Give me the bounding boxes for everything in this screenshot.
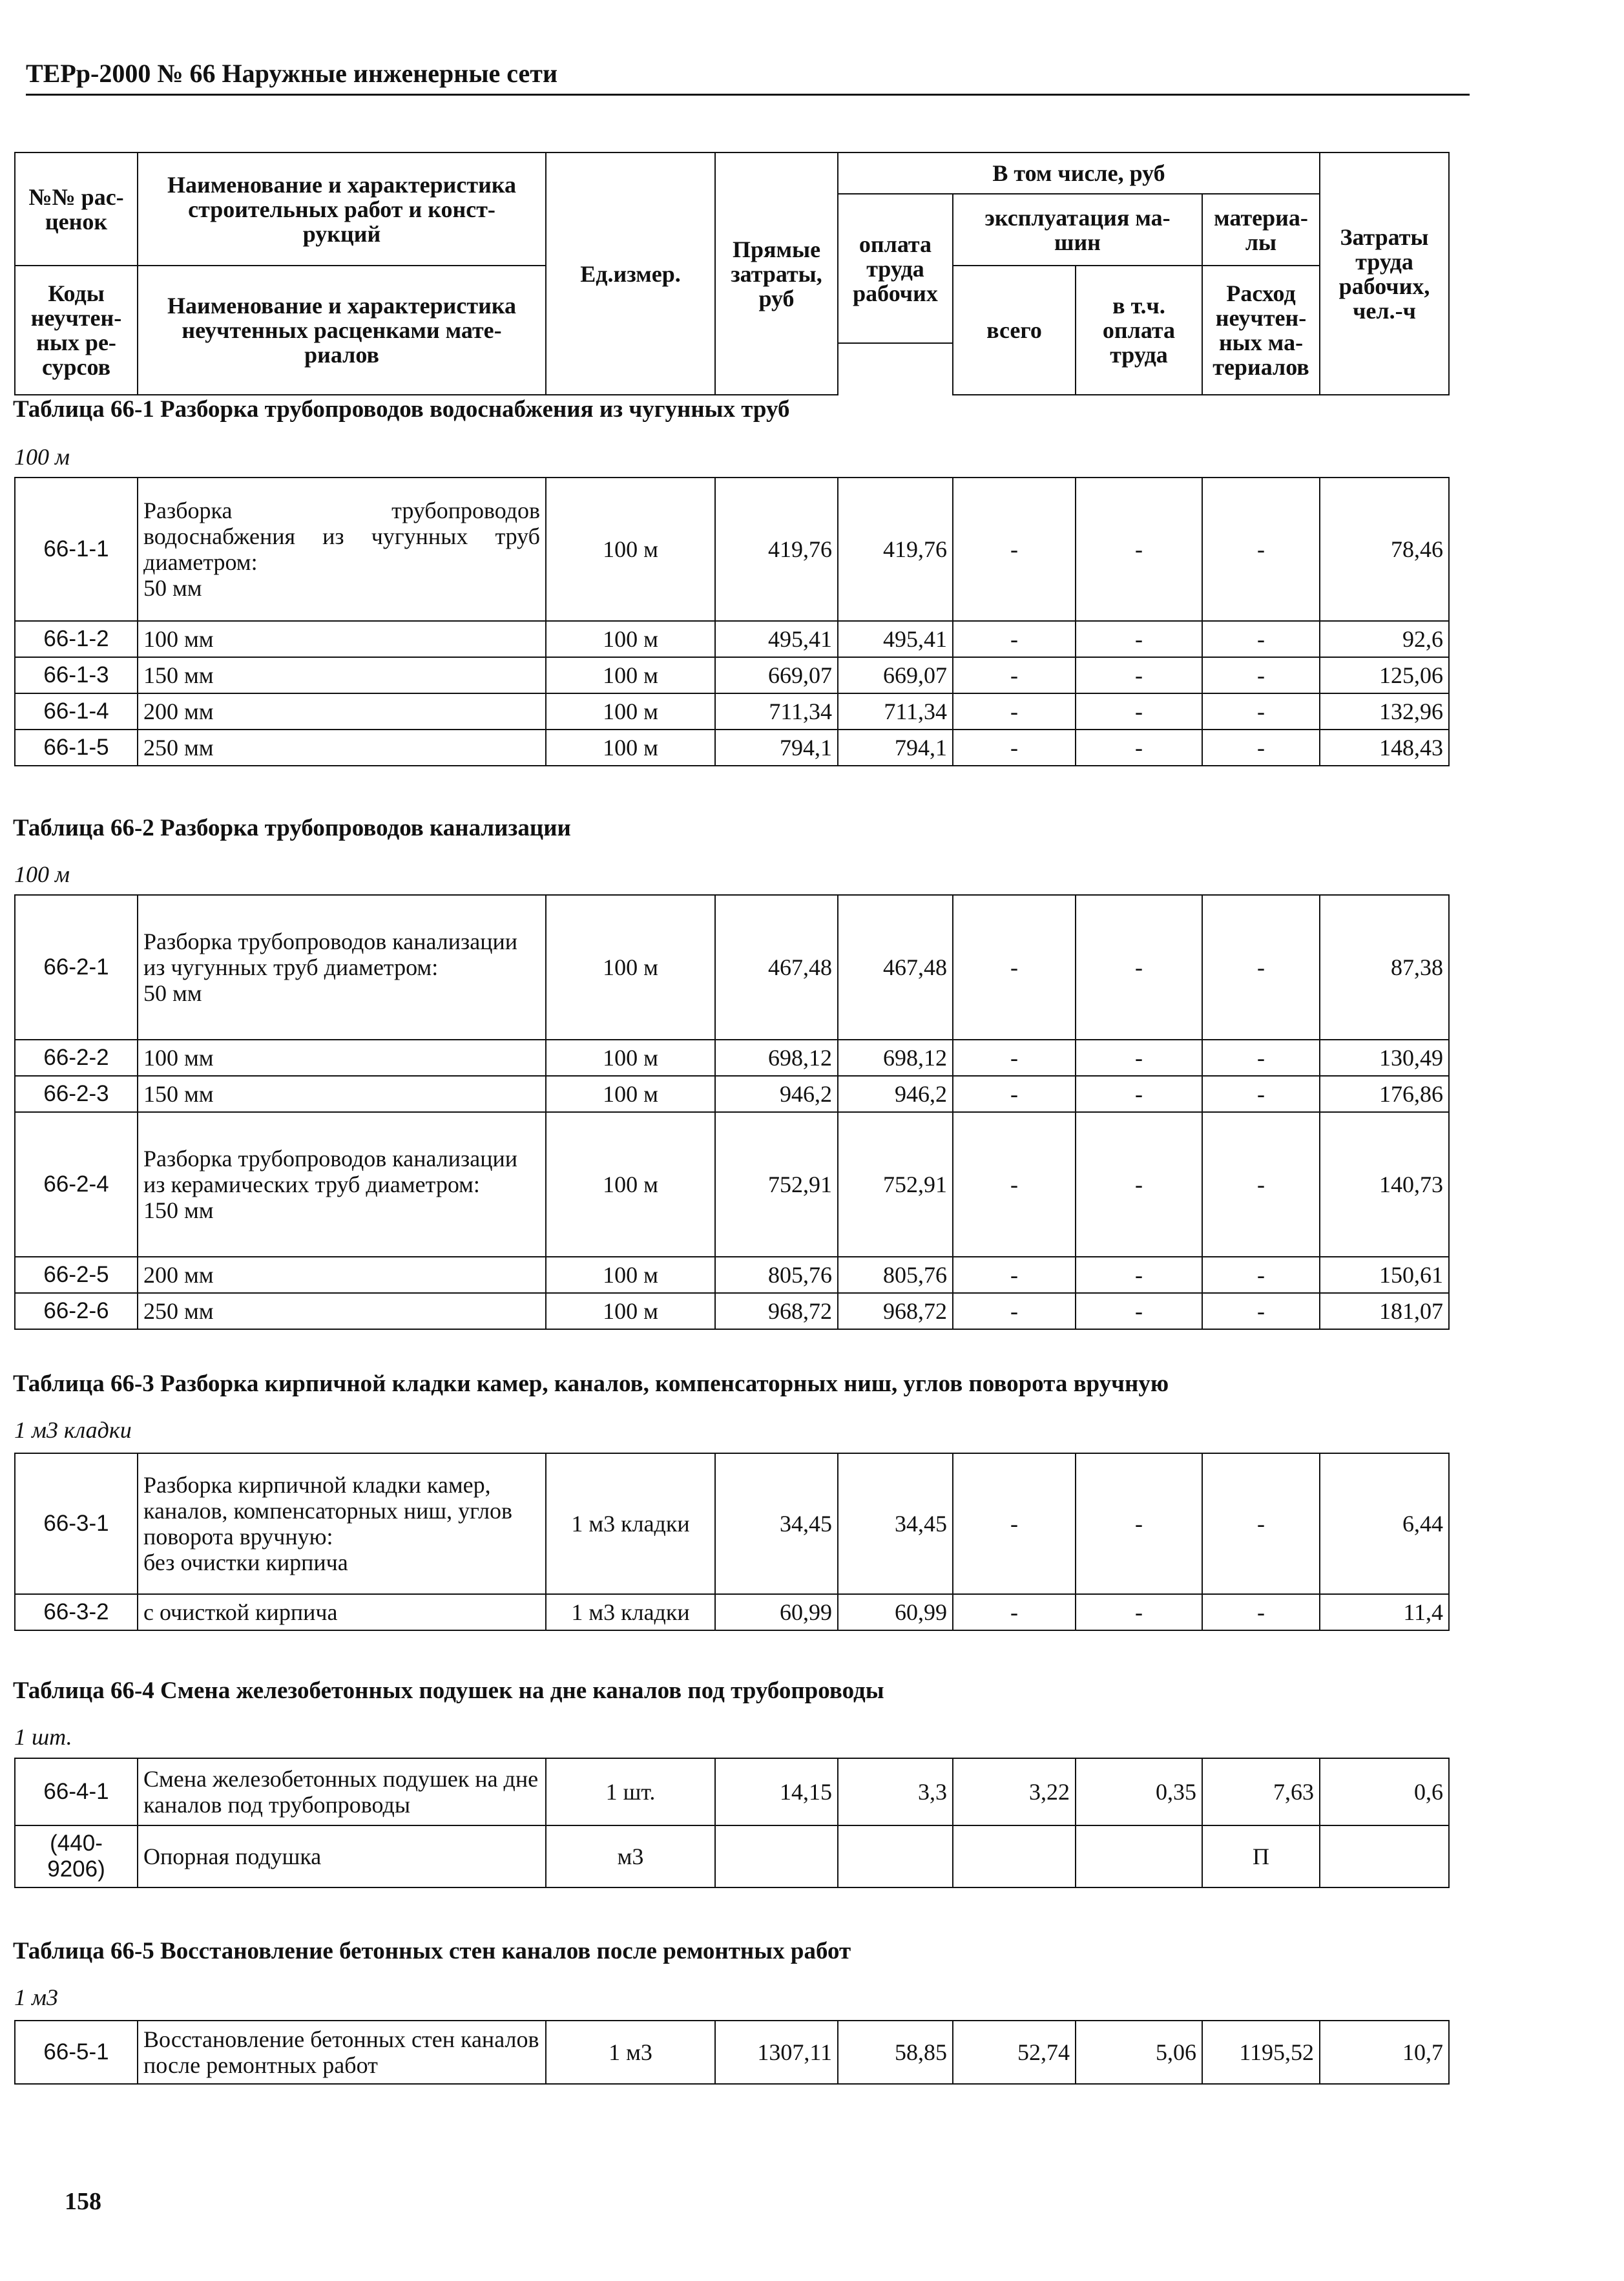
machines-wages: - — [1076, 1257, 1202, 1293]
resource-code: (440- 9206) — [15, 1825, 138, 1887]
materials: - — [1202, 730, 1320, 766]
rate-code: 66-1-3 — [15, 657, 138, 693]
direct-costs: 669,07 — [715, 657, 838, 693]
material-description: Опорная подушка — [138, 1825, 546, 1887]
header-including: В том числе, руб — [838, 152, 1320, 194]
table-title: Таблица 66-4 Смена железобетонных подушек на дне каналов под трубопроводы — [13, 1677, 884, 1704]
header-code: №№ рас- ценок — [15, 152, 138, 266]
table-row — [15, 657, 1449, 693]
table-title: Таблица 66-2 Разборка трубопроводов канализации — [13, 815, 571, 841]
header-material-name: Наименование и характеристика неучтенных расценками мате- риалов — [138, 266, 546, 395]
table-row — [15, 693, 1449, 730]
machines-wages: - — [1076, 1076, 1202, 1112]
direct-costs — [715, 1825, 838, 1887]
direct-costs: 946,2 — [715, 1076, 838, 1112]
materials: - — [1202, 657, 1320, 693]
unit: 100 м — [546, 693, 715, 730]
work-description — [138, 1453, 546, 1594]
unit: 100 м — [546, 1257, 715, 1293]
table-title: Таблица 66-1 Разборка трубопроводов водоснабжения из чугунных труб — [13, 396, 790, 423]
machines-total: - — [953, 1112, 1076, 1257]
labor: 132,96 — [1320, 693, 1449, 730]
header-work-name: Наименование и характеристика строительных работ и конст- рукций — [138, 152, 546, 266]
direct-costs: 711,34 — [715, 693, 838, 730]
unit: м3 — [546, 1825, 715, 1887]
table-row — [15, 621, 1449, 657]
work-description — [138, 895, 546, 1040]
labor: 125,06 — [1320, 657, 1449, 693]
wages: 60,99 — [838, 1594, 953, 1630]
table-unit-note: 100 м — [14, 444, 70, 470]
rate-code: 66-3-2 — [15, 1594, 138, 1630]
table-row — [15, 2021, 1449, 2084]
work-description-size: без очистки кирпича — [143, 1550, 348, 1575]
work-description: 250 мм — [138, 730, 546, 766]
wages: 58,85 — [838, 2021, 953, 2084]
wages: 698,12 — [838, 1040, 953, 1076]
machines-total: - — [953, 693, 1076, 730]
machines-wages: - — [1076, 1453, 1202, 1594]
header-materials-unaccounted: Расход неучтен- ных ма- териалов — [1202, 266, 1320, 395]
machines-wages: - — [1076, 478, 1202, 621]
price-table-66-3 — [14, 1453, 1450, 1631]
rate-code: 66-1-4 — [15, 693, 138, 730]
materials: - — [1202, 1594, 1320, 1630]
direct-costs: 752,91 — [715, 1112, 838, 1257]
direct-costs: 698,12 — [715, 1040, 838, 1076]
rate-code: 66-1-5 — [15, 730, 138, 766]
work-description: 100 мм — [138, 621, 546, 657]
machines-total: 52,74 — [953, 2021, 1076, 2084]
rate-code: 66-2-1 — [15, 895, 138, 1040]
rate-code: 66-2-5 — [15, 1257, 138, 1293]
header-resource-codes: Коды неучтен- ных ре- сурсов — [15, 266, 138, 395]
materials: - — [1202, 693, 1320, 730]
unit: 100 м — [546, 1293, 715, 1329]
materials: - — [1202, 1293, 1320, 1329]
work-description-text: Разборка трубопроводов канализации из чугунных труб диаметром: — [143, 929, 518, 980]
work-description — [138, 1112, 546, 1257]
machines-total: - — [953, 1076, 1076, 1112]
table-row — [15, 1758, 1449, 1825]
header-machines-total: всего — [953, 266, 1076, 395]
table-title: Таблица 66-5 Восстановление бетонных стен каналов после ремонтных работ — [13, 1938, 851, 1964]
direct-costs: 60,99 — [715, 1594, 838, 1630]
table-row — [15, 1453, 1449, 1594]
wages: 794,1 — [838, 730, 953, 766]
work-description: 100 мм — [138, 1040, 546, 1076]
work-description: 150 мм — [138, 657, 546, 693]
table-row — [15, 1825, 1449, 1887]
rate-code: 66-1-2 — [15, 621, 138, 657]
machines-total: - — [953, 1453, 1076, 1594]
page-number: 158 — [65, 2188, 101, 2215]
machines-wages: - — [1076, 1040, 1202, 1076]
price-table-66-1 — [14, 477, 1450, 766]
unit: 100 м — [546, 657, 715, 693]
table-row — [15, 1076, 1449, 1112]
table-row — [15, 730, 1449, 766]
unit: 100 м — [546, 621, 715, 657]
wages — [838, 1825, 953, 1887]
materials: - — [1202, 621, 1320, 657]
machines-total: - — [953, 621, 1076, 657]
work-description-text: Разборка трубопроводов водоснабжения из чугунных труб диаметром: — [143, 498, 540, 575]
direct-costs: 419,76 — [715, 478, 838, 621]
machines-total: - — [953, 1594, 1076, 1630]
work-description: Смена железобетонных подушек на дне каналов под трубопроводы — [138, 1758, 546, 1825]
table-unit-note: 100 м — [14, 861, 70, 887]
materials: - — [1202, 1453, 1320, 1594]
labor: 176,86 — [1320, 1076, 1449, 1112]
materials: - — [1202, 895, 1320, 1040]
work-description: Восстановление бетонных стен каналов после ремонтных работ — [138, 2021, 546, 2084]
rate-code: 66-2-6 — [15, 1293, 138, 1329]
direct-costs: 794,1 — [715, 730, 838, 766]
rate-code: 66-2-4 — [15, 1112, 138, 1257]
work-description-size: 50 мм — [143, 575, 202, 601]
materials: П — [1202, 1825, 1320, 1887]
header-labor: Затраты труда рабочих, чел.-ч — [1320, 152, 1449, 395]
labor: 92,6 — [1320, 621, 1449, 657]
rate-code: 66-2-2 — [15, 1040, 138, 1076]
wages: 968,72 — [838, 1293, 953, 1329]
price-table-66-2 — [14, 894, 1450, 1330]
wages: 3,3 — [838, 1758, 953, 1825]
header-unit: Ед.измер. — [546, 152, 715, 395]
rate-code: 66-4-1 — [15, 1758, 138, 1825]
direct-costs: 1307,11 — [715, 2021, 838, 2084]
unit: 1 м3 кладки — [546, 1594, 715, 1630]
labor: 87,38 — [1320, 895, 1449, 1040]
wages: 805,76 — [838, 1257, 953, 1293]
wages: 419,76 — [838, 478, 953, 621]
labor — [1320, 1825, 1449, 1887]
direct-costs: 495,41 — [715, 621, 838, 657]
machines-wages: - — [1076, 895, 1202, 1040]
wages: 467,48 — [838, 895, 953, 1040]
wages: 752,91 — [838, 1112, 953, 1257]
unit: 100 м — [546, 1076, 715, 1112]
materials: - — [1202, 478, 1320, 621]
table-unit-note: 1 м3 — [14, 1984, 58, 2010]
wages: 669,07 — [838, 657, 953, 693]
labor: 6,44 — [1320, 1453, 1449, 1594]
labor: 11,4 — [1320, 1594, 1449, 1630]
materials: - — [1202, 1112, 1320, 1257]
work-description-text: Разборка кирпичной кладки камер, каналов, компенсаторных ниш, углов поворота вручную: — [143, 1472, 513, 1550]
price-table-66-4 — [14, 1758, 1450, 1888]
wages: 946,2 — [838, 1076, 953, 1112]
work-description: 200 мм — [138, 1257, 546, 1293]
machines-total: - — [953, 657, 1076, 693]
unit: 100 м — [546, 1040, 715, 1076]
materials: - — [1202, 1076, 1320, 1112]
machines-total: - — [953, 478, 1076, 621]
rate-code: 66-1-1 — [15, 478, 138, 621]
wages: 711,34 — [838, 693, 953, 730]
table-row — [15, 478, 1449, 621]
work-description — [138, 478, 546, 621]
materials: 1195,52 — [1202, 2021, 1320, 2084]
rate-code: 66-2-3 — [15, 1076, 138, 1112]
direct-costs: 805,76 — [715, 1257, 838, 1293]
materials: - — [1202, 1040, 1320, 1076]
table-row — [15, 1040, 1449, 1076]
table-row — [15, 895, 1449, 1040]
table-row — [15, 1293, 1449, 1329]
column-header-table — [14, 152, 1450, 395]
rate-code: 66-5-1 — [15, 2021, 138, 2084]
unit: 100 м — [546, 1112, 715, 1257]
wages: 495,41 — [838, 621, 953, 657]
machines-total — [953, 1825, 1076, 1887]
header-materials: материа- лы — [1202, 194, 1320, 266]
unit: 100 м — [546, 895, 715, 1040]
table-row — [15, 1112, 1449, 1257]
labor: 150,61 — [1320, 1257, 1449, 1293]
table-unit-note: 1 м3 кладки — [14, 1417, 132, 1443]
header-direct-costs: Прямые затраты, руб — [715, 152, 838, 395]
machines-wages: - — [1076, 1293, 1202, 1329]
table-row — [15, 1257, 1449, 1293]
labor: 78,46 — [1320, 478, 1449, 621]
machines-total: 3,22 — [953, 1758, 1076, 1825]
machines-wages: - — [1076, 693, 1202, 730]
header-rule — [26, 94, 1470, 96]
table-row — [15, 1594, 1449, 1630]
header-machines-wages: в т.ч. оплата труда — [1076, 266, 1202, 395]
rate-code: 66-3-1 — [15, 1453, 138, 1594]
machines-wages: - — [1076, 1112, 1202, 1257]
labor: 130,49 — [1320, 1040, 1449, 1076]
machines-wages — [1076, 1825, 1202, 1887]
work-description-text: Разборка трубопроводов канализации из керамических труб диаметром: — [143, 1146, 518, 1197]
machines-total: - — [953, 895, 1076, 1040]
unit: 100 м — [546, 478, 715, 621]
labor: 10,7 — [1320, 2021, 1449, 2084]
materials: - — [1202, 1257, 1320, 1293]
work-description: 150 мм — [138, 1076, 546, 1112]
machines-total: - — [953, 730, 1076, 766]
machines-wages: - — [1076, 730, 1202, 766]
work-description: 200 мм — [138, 693, 546, 730]
direct-costs: 467,48 — [715, 895, 838, 1040]
unit: 100 м — [546, 730, 715, 766]
machines-total: - — [953, 1040, 1076, 1076]
machines-wages: - — [1076, 657, 1202, 693]
machines-wages: 5,06 — [1076, 2021, 1202, 2084]
machines-total: - — [953, 1257, 1076, 1293]
work-description-size: 50 мм — [143, 980, 202, 1006]
machines-wages: 0,35 — [1076, 1758, 1202, 1825]
work-description-size: 150 мм — [143, 1197, 214, 1223]
labor: 181,07 — [1320, 1293, 1449, 1329]
table-unit-note: 1 шт. — [14, 1724, 72, 1750]
table-title: Таблица 66-3 Разборка кирпичной кладки камер, каналов, компенсаторных ниш, углов поворота вручную — [13, 1371, 1169, 1397]
unit: 1 м3 кладки — [546, 1453, 715, 1594]
labor: 0,6 — [1320, 1758, 1449, 1825]
price-table-66-5 — [14, 2020, 1450, 2085]
work-description: с очисткой кирпича — [138, 1594, 546, 1630]
work-description: 250 мм — [138, 1293, 546, 1329]
materials: 7,63 — [1202, 1758, 1320, 1825]
header-wages: оплата труда рабочих — [838, 194, 953, 343]
machines-wages: - — [1076, 1594, 1202, 1630]
direct-costs: 34,45 — [715, 1453, 838, 1594]
labor: 140,73 — [1320, 1112, 1449, 1257]
header-machines: эксплуатация ма- шин — [953, 194, 1202, 266]
unit: 1 шт. — [546, 1758, 715, 1825]
direct-costs: 968,72 — [715, 1293, 838, 1329]
machines-wages: - — [1076, 621, 1202, 657]
machines-total: - — [953, 1293, 1076, 1329]
running-title: ТЕРр-2000 № 66 Наружные инженерные сети — [26, 59, 557, 88]
wages: 34,45 — [838, 1453, 953, 1594]
labor: 148,43 — [1320, 730, 1449, 766]
direct-costs: 14,15 — [715, 1758, 838, 1825]
unit: 1 м3 — [546, 2021, 715, 2084]
